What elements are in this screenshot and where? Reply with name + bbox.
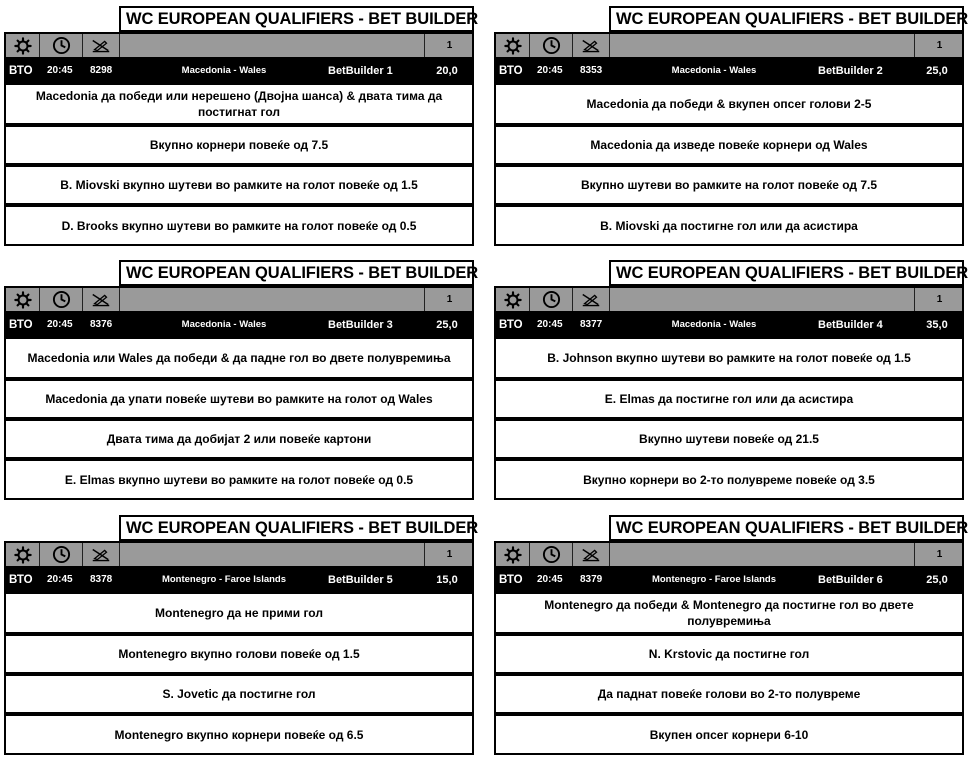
card-title: WC EUROPEAN QUALIFIERS - BET BUILDER	[609, 6, 964, 32]
event-code: 8379	[580, 574, 603, 585]
event-day: ВТО	[499, 574, 523, 586]
card-title: WC EUROPEAN QUALIFIERS - BET BUILDER	[119, 260, 474, 286]
icon-row	[4, 286, 474, 311]
clock-icon	[40, 34, 83, 57]
number-box: 1	[914, 543, 964, 566]
selection-row: B. Johnson вкупно шутеви во рамките на голот повеќе од 1.5	[494, 339, 964, 379]
icon-row	[494, 541, 964, 566]
match-name: Macedonia - Wales	[671, 319, 757, 330]
bet-card	[4, 260, 479, 500]
card-title: WC EUROPEAN QUALIFIERS - BET BUILDER	[609, 260, 964, 286]
card-title: WC EUROPEAN QUALIFIERS - BET BUILDER	[119, 6, 474, 32]
selection-row: Двата тима да добијат 2 или повеќе картони	[4, 419, 474, 459]
selection-row: B. Miovski да постигне гол или да асистира	[494, 205, 964, 246]
odds-value: 15,0	[436, 574, 458, 586]
gear-icon	[6, 34, 40, 57]
event-day: ВТО	[9, 574, 33, 586]
bet-card	[494, 6, 969, 246]
selection-row: Montenegro вкупно голови повеќе од 1.5	[4, 634, 474, 674]
selection-row: Montenegro да не прими гол	[4, 594, 474, 634]
card-title: WC EUROPEAN QUALIFIERS - BET BUILDER	[119, 515, 474, 541]
event-code: 8378	[90, 574, 113, 585]
event-time: 20:45	[537, 574, 563, 585]
event-code: 8353	[580, 65, 603, 76]
selection-row: B. Miovski вкупно шутеви во рамките на голот повеќе од 1.5	[4, 165, 474, 205]
event-info-bar	[4, 57, 474, 85]
selection-row: Macedonia или Wales да победи & да падне гол во двете полувремиња	[4, 339, 474, 379]
event-time: 20:45	[47, 574, 73, 585]
number-box: 1	[424, 288, 474, 311]
no-writing-icon	[573, 288, 610, 311]
selection-row: Да паднат повеќе голови во 2-то полувреме	[494, 674, 964, 714]
selection-row: Вкупно корнери во 2-то полувреме повеќе од 3.5	[494, 459, 964, 500]
event-info-bar	[4, 311, 474, 339]
card-title: WC EUROPEAN QUALIFIERS - BET BUILDER	[609, 515, 964, 541]
number-box: 1	[914, 34, 964, 57]
event-time: 20:45	[47, 65, 73, 76]
selection-row: Macedonia да изведе повеќе корнери од Wales	[494, 125, 964, 165]
selection-row: E. Elmas вкупно шутеви во рамките на голот повеќе од 0.5	[4, 459, 474, 500]
no-writing-icon	[573, 34, 610, 57]
bet-card	[494, 515, 969, 755]
number-box: 1	[424, 543, 474, 566]
icon-row	[4, 541, 474, 566]
selection-row: Вкупен опсег корнери 6-10	[494, 714, 964, 755]
betbuilder-label: BetBuilder 6	[818, 574, 883, 586]
clock-icon	[530, 543, 573, 566]
no-writing-icon	[83, 543, 120, 566]
selection-row: Вкупно шутеви во рамките на голот повеќе од 7.5	[494, 165, 964, 205]
odds-value: 25,0	[926, 65, 948, 77]
match-name: Montenegro - Faroe Islands	[161, 574, 287, 585]
odds-value: 25,0	[926, 574, 948, 586]
odds-value: 35,0	[926, 319, 948, 331]
selection-row: E. Elmas да постигне гол или да асистира	[494, 379, 964, 419]
clock-icon	[530, 34, 573, 57]
selection-row: Macedonia да победи или нерешено (Двојна шанса) & двата тима да постигнат гол	[4, 85, 474, 125]
selection-row: Macedonia да победи & вкупен опсег голови 2-5	[494, 85, 964, 125]
event-code: 8377	[580, 319, 603, 330]
number-box: 1	[424, 34, 474, 57]
match-name: Montenegro - Faroe Islands	[651, 574, 777, 585]
bet-card	[4, 6, 479, 246]
icon-row	[494, 32, 964, 57]
selection-row: Вкупно шутеви повеќе од 21.5	[494, 419, 964, 459]
number-box: 1	[914, 288, 964, 311]
no-writing-icon	[83, 34, 120, 57]
selection-row: Macedonia да упати повеќе шутеви во рамките на голот од Wales	[4, 379, 474, 419]
selection-row: Montenegro вкупно корнери повеќе од 6.5	[4, 714, 474, 755]
event-info-bar	[494, 311, 964, 339]
event-info-bar	[4, 566, 474, 594]
betbuilder-label: BetBuilder 4	[818, 319, 883, 331]
icon-row	[494, 286, 964, 311]
event-info-bar	[494, 57, 964, 85]
gear-icon	[496, 34, 530, 57]
selection-row: Вкупно корнери повеќе од 7.5	[4, 125, 474, 165]
event-day: ВТО	[9, 65, 33, 77]
gear-icon	[496, 288, 530, 311]
clock-icon	[40, 543, 83, 566]
match-name: Macedonia - Wales	[181, 65, 267, 76]
event-time: 20:45	[47, 319, 73, 330]
event-info-bar	[494, 566, 964, 594]
gear-icon	[6, 288, 40, 311]
gear-icon	[496, 543, 530, 566]
betbuilder-label: BetBuilder 5	[328, 574, 393, 586]
no-writing-icon	[83, 288, 120, 311]
clock-icon	[40, 288, 83, 311]
gear-icon	[6, 543, 40, 566]
odds-value: 20,0	[436, 65, 458, 77]
selection-row: S. Jovetic да постигне гол	[4, 674, 474, 714]
match-name: Macedonia - Wales	[671, 65, 757, 76]
icon-row	[4, 32, 474, 57]
event-day: ВТО	[499, 65, 523, 77]
bet-card	[4, 515, 479, 755]
event-code: 8376	[90, 319, 113, 330]
bet-card	[494, 260, 969, 500]
clock-icon	[530, 288, 573, 311]
odds-value: 25,0	[436, 319, 458, 331]
event-time: 20:45	[537, 319, 563, 330]
event-code: 8298	[90, 65, 113, 76]
betbuilder-label: BetBuilder 1	[328, 65, 393, 77]
event-day: ВТО	[9, 319, 33, 331]
selection-row: Montenegro да победи & Montenegro да постигне гол во двете полувремиња	[494, 594, 964, 634]
match-name: Macedonia - Wales	[181, 319, 267, 330]
selection-row: D. Brooks вкупно шутеви во рамките на голот повеќе од 0.5	[4, 205, 474, 246]
event-day: ВТО	[499, 319, 523, 331]
betbuilder-label: BetBuilder 2	[818, 65, 883, 77]
event-time: 20:45	[537, 65, 563, 76]
no-writing-icon	[573, 543, 610, 566]
selection-row: N. Krstovic да постигне гол	[494, 634, 964, 674]
betbuilder-label: BetBuilder 3	[328, 319, 393, 331]
